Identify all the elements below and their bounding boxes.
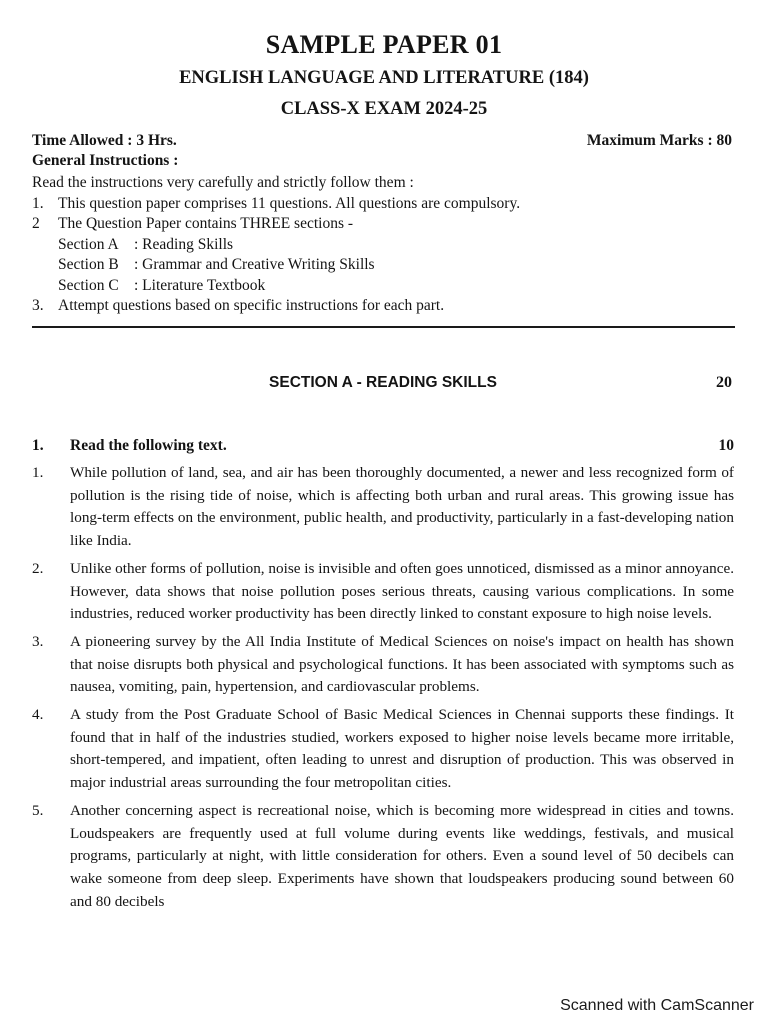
paragraph-number: 3. — [32, 632, 44, 650]
section-code: Section A — [58, 235, 119, 253]
question-number: 1. — [32, 437, 44, 454]
paragraph-number: 2. — [32, 559, 44, 577]
paragraph-number: 5. — [32, 801, 44, 819]
passage-paragraph — [32, 800, 734, 914]
instruction-text: This question paper comprises 11 questions. All questions are compulsory. — [58, 194, 521, 212]
paragraph-text: Another concerning aspect is recreational noise, which is becoming more widespread in cities and towns. Loudspeakers are frequently used at full volume during events like weddings, festivals, and musical programs, particularly at night, with little consideration for others. Even a sound level of 50 decibels can wake someone from deep sleep. Experiments have shown that loudspeakers producing sound between 60 and 80 decibels — [70, 801, 734, 910]
meta-row — [32, 132, 732, 150]
passage-paragraph — [32, 704, 734, 795]
instruction-item — [32, 194, 737, 215]
paragraph-number: 1. — [32, 464, 44, 481]
exam-title: CLASS-X EXAM 2024-25 — [280, 99, 488, 119]
instruction-item — [32, 214, 737, 235]
section-code: Section C — [58, 276, 119, 294]
paragraph-text: While pollution of land, sea, and air has been thoroughly documented, a newer and less recognized form of pollution is the rising tide of noise, which is affecting both urban and rural areas. This growing issue has long-term effects on the environment, public health, and productivity, particularly in a fast-developing nation like India. — [70, 464, 734, 550]
section-a-marks: 20 — [716, 374, 732, 391]
maximum-marks: Maximum Marks : 80 — [586, 132, 732, 149]
passage-paragraph — [32, 631, 734, 699]
instructions-list — [32, 173, 737, 317]
section-name: : Reading Skills — [134, 235, 234, 253]
paragraph-text: A pioneering survey by the All India Institute of Medical Sciences on noise's impact on health has shown that noise disrupts both physical and psychological functions. It has been associated with symptoms such as nausea, vomiting, pain, hypertension, and cardiovascular problems. — [70, 632, 734, 696]
paper-title: SAMPLE PAPER 01 — [265, 30, 503, 59]
time-allowed: Time Allowed : 3 Hrs. — [32, 132, 177, 149]
horizontal-divider — [32, 326, 735, 328]
passage-paragraph — [32, 558, 734, 626]
passage-paragraph — [32, 462, 734, 553]
section-code: Section B — [58, 256, 119, 273]
instruction-text: The Question Paper contains THREE sections - — [58, 215, 354, 232]
question-text: Read the following text. — [70, 437, 227, 454]
section-list-item — [32, 276, 737, 297]
scanner-watermark: Scanned with CamScanner — [560, 997, 754, 1014]
instruction-text: Attempt questions based on specific instructions for each part. — [58, 297, 445, 314]
section-name: : Literature Textbook — [134, 276, 266, 294]
section-list-item — [32, 255, 737, 276]
paragraph-text: Unlike other forms of pollution, noise is invisible and often goes unnoticed, dismissed as a minor annoyance. However, data shows that noise pollution poses serious threats, causing various complications. In some industries, reduced worker productivity has been directly linked to constant exposure to high noise levels. — [70, 559, 734, 623]
question-1 — [32, 437, 734, 455]
section-a-heading: SECTION A - READING SKILLS — [269, 374, 497, 391]
section-list-item — [32, 235, 737, 256]
general-instructions-heading: General Instructions : — [32, 152, 179, 169]
paragraph-text: A study from the Post Graduate School of Basic Medical Sciences in Chennai supports these findings. It found that in half of the industries studied, workers exposed to higher noise levels became more irritable, short-tempered, and impatient, often leading to unrest and disruption of production. This was observed in major industrial areas surrounding the four metropolitan cities. — [70, 706, 734, 792]
question-marks: 10 — [718, 437, 734, 454]
instruction-item — [32, 296, 737, 317]
reading-passage — [32, 462, 734, 918]
instruction-number: 3. — [32, 297, 44, 314]
instruction-number: 1. — [32, 194, 44, 212]
instruction-number: 2 — [32, 215, 40, 232]
instructions-intro: Read the instructions very carefully and strictly follow them : — [32, 174, 414, 191]
subject-title: ENGLISH LANGUAGE AND LITERATURE (184) — [179, 68, 589, 88]
paragraph-number: 4. — [32, 706, 44, 724]
section-name: : Grammar and Creative Writing Skills — [134, 256, 375, 273]
